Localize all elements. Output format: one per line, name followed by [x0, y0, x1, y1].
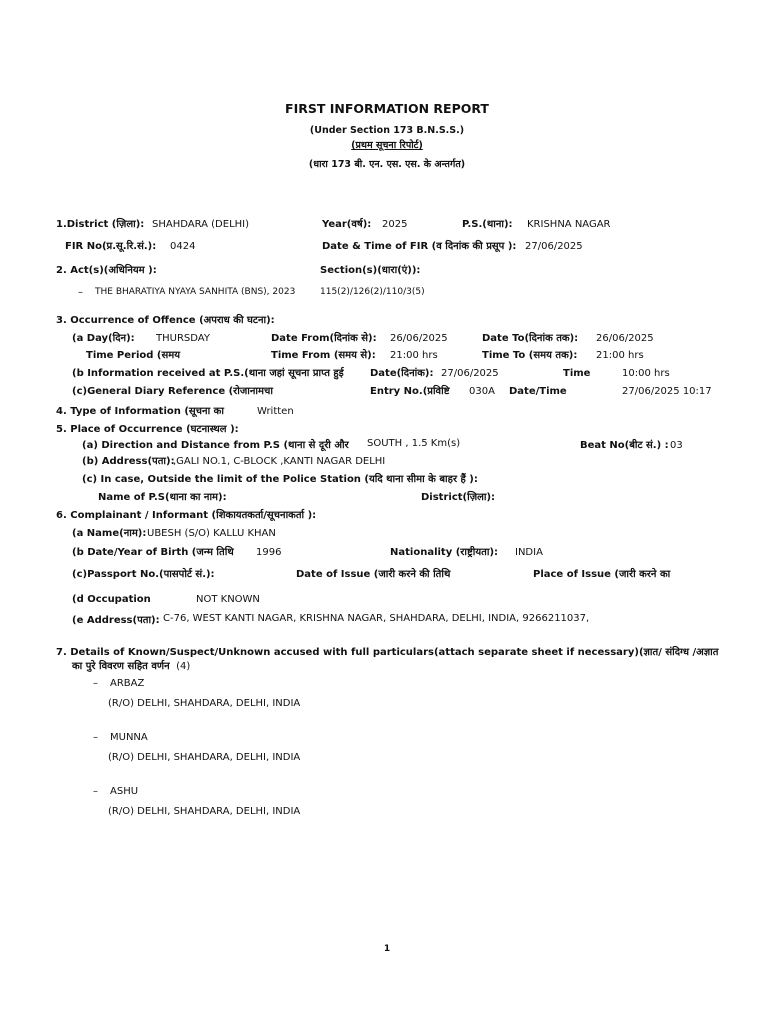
outside-ps-label: (c) In case, Outside the limit of the Police Station (यदि थाना सीमा के बाहर हैं ): [82, 474, 478, 485]
birth-value: 1996 [256, 547, 282, 558]
place-address-value: ,GALI NO.1, C-BLOCK ,KANTI NAGAR DELHI [173, 456, 386, 467]
info-date-value: 27/06/2025 [441, 368, 499, 379]
accused-address: (R/O) DELHI, SHAHDARA, DELHI, INDIA [108, 698, 301, 709]
accused-heading-line2: का पुरे विवरण सहित वर्णन (4) [72, 661, 191, 672]
document-hindi-title: (प्रथम सूचना रिपोर्ट) [351, 140, 423, 151]
day-value: THURSDAY [156, 333, 210, 344]
accused-address: (R/O) DELHI, SHAHDARA, DELHI, INDIA [108, 806, 301, 817]
ps-value: KRISHNA NAGAR [527, 219, 611, 230]
accused-heading-line1: 7. Details of Known/Suspect/Unknown accused with full particulars(attach separate sheet if necessary)(ज्ञात/ संदिग्ध /अज्ञात [56, 647, 719, 658]
year-label: Year(वर्ष): [322, 219, 372, 230]
date-to-value: 26/06/2025 [596, 333, 654, 344]
birth-label: (b Date/Year of Birth (जन्म तिथि [72, 547, 234, 558]
entry-datetime-label: Date/Time [509, 386, 567, 397]
place-address-label: (b) Address(पता): [82, 456, 175, 467]
info-type-label: 4. Type of Information (सूचना का [56, 406, 224, 417]
entry-datetime-value: 27/06/2025 10:17 [622, 386, 712, 397]
time-from-value: 21:00 hrs [390, 350, 438, 361]
complainant-name-label: (a Name(नाम): [72, 528, 147, 539]
accused-bullet: – [93, 786, 98, 797]
date-from-value: 26/06/2025 [390, 333, 448, 344]
fir-datetime-value: 27/06/2025 [525, 241, 583, 252]
district-value: SHAHDARA (DELHI) [152, 219, 250, 230]
complainant-address-label: (e Address(पता): [72, 615, 160, 626]
direction-label: (a) Direction and Distance from P.S (थाना से दूरी और [82, 440, 349, 451]
document-subtitle: (Under Section 173 B.N.S.S.) [309, 125, 465, 136]
occupation-value: NOT KNOWN [196, 594, 260, 605]
occupation-label: (d Occupation [72, 594, 151, 605]
fir-no-value: 0424 [170, 241, 196, 252]
district-label: 1.District (ज़िला): [56, 219, 145, 230]
general-diary-label: (c)General Diary Reference (रोजानामचा [72, 386, 273, 397]
section-value: 115(2)/126(2)/110/3(5) [320, 287, 425, 297]
accused-name: ARBAZ [110, 678, 145, 689]
occurrence-heading: 3. Occurrence of Offence (अपराध की घटना): [56, 315, 275, 326]
ps-label: P.S.(थाना): [462, 219, 513, 230]
accused-bullet: – [93, 678, 98, 689]
act-bullet: – [78, 287, 83, 298]
accused-name: ASHU [110, 786, 139, 797]
beat-no-value: 03 [670, 440, 683, 451]
info-time-value: 10:00 hrs [622, 368, 670, 379]
issue-place-label: Place of Issue (जारी करने का [533, 569, 671, 580]
info-time-label: Time [563, 368, 591, 379]
time-to-value: 21:00 hrs [596, 350, 644, 361]
page-number: 1 [383, 944, 391, 954]
accused-address: (R/O) DELHI, SHAHDARA, DELHI, INDIA [108, 752, 301, 763]
date-to-label: Date To(दिनांक तक): [482, 333, 579, 344]
nationality-label: Nationality (राष्ट्रीयता): [390, 547, 499, 558]
accused-name: MUNNA [110, 732, 148, 743]
time-period-label: Time Period (समय [86, 350, 181, 361]
info-date-label: Date(दिनांक): [370, 368, 434, 379]
fir-no-label: FIR No(प्र.सू.रि.सं.): [65, 241, 157, 252]
date-from-label: Date From(दिनांक से): [271, 333, 377, 344]
year-value: 2025 [382, 219, 408, 230]
day-label: (a Day(दिन): [72, 333, 135, 344]
entry-no-value: 030A [469, 386, 495, 397]
complainant-address-value: C-76, WEST KANTI NAGAR, KRISHNA NAGAR, SHAHDARA, DELHI, INDIA, 9266211037, [163, 613, 590, 624]
info-received-label: (b Information received at P.S.(थाना जहां सूचना प्राप्त हुई [72, 368, 344, 379]
entry-no-label: Entry No.(प्रविष्टि [370, 386, 450, 397]
complainant-name-value: UBESH (S/O) KALLU KHAN [147, 528, 276, 539]
info-type-value: Written [257, 406, 294, 417]
accused-bullet: – [93, 732, 98, 743]
acts-label: 2. Act(s)(अधिनियम ): [56, 265, 157, 276]
issue-date-label: Date of Issue (जारी करने की तिथि [296, 569, 451, 580]
time-from-label: Time From (समय से): [271, 350, 376, 361]
complainant-heading: 6. Complainant / Informant (शिकायतकर्ता/सूचनाकर्ता ): [56, 510, 317, 521]
passport-label: (c)Passport No.(पासपोर्ट सं.): [72, 569, 215, 580]
beat-no-label: Beat No(बीट सं.) : [580, 440, 669, 451]
other-district-label: District(ज़िला): [421, 492, 496, 503]
nationality-value: INDIA [515, 547, 543, 558]
document-hindi-subtitle: (धारा 173 बी. एन. एस. एस. के अन्तर्गत) [308, 159, 466, 170]
place-heading: 5. Place of Occurrence (घटनास्थल ): [56, 424, 239, 435]
sections-label: Section(s)(धारा(एं)): [320, 265, 421, 276]
other-ps-name-label: Name of P.S(थाना का नाम): [98, 492, 227, 503]
fir-datetime-label: Date & Time of FIR (व दिनांक की प्रसूप ): [322, 241, 517, 252]
act-value: THE BHARATIYA NYAYA SANHITA (BNS), 2023 [95, 287, 296, 297]
document-title: FIRST INFORMATION REPORT [285, 101, 489, 116]
direction-value: SOUTH , 1.5 Km(s) [367, 438, 461, 449]
time-to-label: Time To (समय तक): [482, 350, 578, 361]
